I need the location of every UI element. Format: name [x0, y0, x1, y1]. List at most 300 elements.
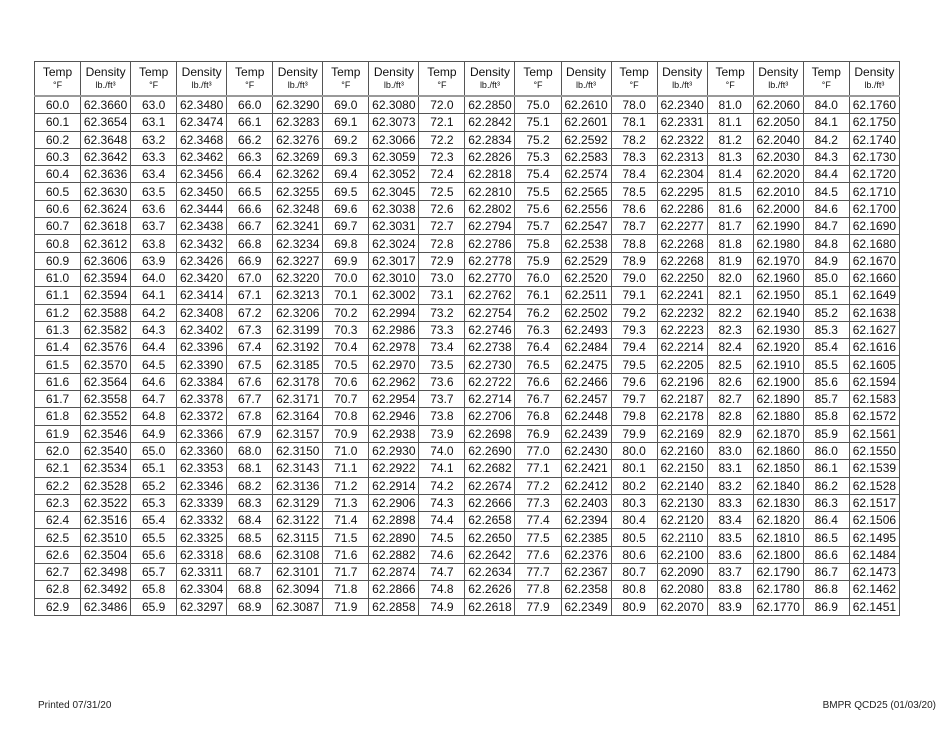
density-cell: 62.3045 — [369, 183, 419, 200]
density-cell: 62.3297 — [177, 598, 227, 615]
table-row — [35, 148, 900, 165]
temp-cell: 60.8 — [35, 235, 81, 252]
temp-cell: 83.1 — [707, 460, 753, 477]
temp-cell: 69.6 — [323, 200, 369, 217]
temp-cell: 70.0 — [323, 269, 369, 286]
temp-cell: 73.0 — [419, 269, 465, 286]
column-header-temp — [35, 62, 81, 97]
temp-cell: 72.2 — [419, 131, 465, 148]
temp-cell: 68.4 — [227, 512, 273, 529]
temp-cell: 81.1 — [707, 114, 753, 131]
temp-cell: 64.3 — [131, 321, 177, 338]
temp-cell: 64.2 — [131, 304, 177, 321]
density-cell: 62.2322 — [657, 131, 707, 148]
temp-cell: 66.3 — [227, 148, 273, 165]
density-cell: 62.2946 — [369, 408, 419, 425]
density-cell: 62.1462 — [849, 581, 899, 598]
temp-cell: 86.9 — [803, 598, 849, 615]
temp-cell: 82.8 — [707, 408, 753, 425]
density-cell: 62.2874 — [369, 564, 419, 581]
temp-cell: 70.3 — [323, 321, 369, 338]
column-header-density — [561, 62, 611, 97]
temp-cell: 71.4 — [323, 512, 369, 529]
temp-cell: 66.4 — [227, 166, 273, 183]
column-header-density — [465, 62, 515, 97]
density-cell: 62.3024 — [369, 235, 419, 252]
temp-cell: 77.9 — [515, 598, 561, 615]
density-cell: 62.2090 — [657, 564, 707, 581]
temp-cell: 78.4 — [611, 166, 657, 183]
header-label: Density — [566, 65, 607, 79]
header-unit: °F — [821, 80, 831, 90]
density-cell: 62.1830 — [753, 494, 803, 511]
table-row — [35, 512, 900, 529]
temp-cell: 72.9 — [419, 252, 465, 269]
table-row — [35, 218, 900, 235]
density-cell: 62.3304 — [177, 581, 227, 598]
temp-cell: 69.9 — [323, 252, 369, 269]
table-row — [35, 564, 900, 581]
density-cell: 62.3185 — [273, 356, 323, 373]
density-cell: 62.2690 — [465, 442, 515, 459]
temp-cell: 76.9 — [515, 425, 561, 442]
temp-cell: 81.7 — [707, 218, 753, 235]
header-label: Density — [277, 65, 318, 79]
density-cell: 62.2722 — [465, 373, 515, 390]
density-cell: 62.2439 — [561, 425, 611, 442]
temp-cell: 62.7 — [35, 564, 81, 581]
density-cell: 62.2898 — [369, 512, 419, 529]
density-cell: 62.3642 — [81, 148, 131, 165]
temp-cell: 83.0 — [707, 442, 753, 459]
density-cell: 62.2866 — [369, 581, 419, 598]
density-cell: 62.2140 — [657, 477, 707, 494]
temp-cell: 76.6 — [515, 373, 561, 390]
temp-cell: 86.6 — [803, 546, 849, 563]
temp-cell: 65.2 — [131, 477, 177, 494]
temp-cell: 61.1 — [35, 287, 81, 304]
temp-cell: 71.6 — [323, 546, 369, 563]
temp-cell: 82.9 — [707, 425, 753, 442]
temp-cell: 68.5 — [227, 529, 273, 546]
temp-cell: 85.8 — [803, 408, 849, 425]
temp-cell: 70.7 — [323, 391, 369, 408]
density-cell: 62.1850 — [753, 460, 803, 477]
temp-cell: 70.4 — [323, 339, 369, 356]
temp-cell: 61.0 — [35, 269, 81, 286]
temp-cell: 61.4 — [35, 339, 81, 356]
header-unit: lb./ft³ — [383, 80, 404, 90]
density-cell: 62.2205 — [657, 356, 707, 373]
temp-cell: 63.9 — [131, 252, 177, 269]
table-row — [35, 356, 900, 373]
temp-cell: 78.8 — [611, 235, 657, 252]
density-cell: 62.2592 — [561, 131, 611, 148]
temp-cell: 66.5 — [227, 183, 273, 200]
temp-cell: 80.1 — [611, 460, 657, 477]
density-cell: 62.3402 — [177, 321, 227, 338]
table-row — [35, 166, 900, 183]
density-cell: 62.2682 — [465, 460, 515, 477]
temp-cell: 75.6 — [515, 200, 561, 217]
density-cell: 62.2060 — [753, 96, 803, 114]
table-row — [35, 581, 900, 598]
temp-cell: 72.7 — [419, 218, 465, 235]
temp-cell: 86.0 — [803, 442, 849, 459]
temp-cell: 83.4 — [707, 512, 753, 529]
density-cell: 62.2547 — [561, 218, 611, 235]
temp-cell: 68.3 — [227, 494, 273, 511]
density-cell: 62.2412 — [561, 477, 611, 494]
temp-cell: 67.9 — [227, 425, 273, 442]
temp-cell: 82.3 — [707, 321, 753, 338]
temp-cell: 69.2 — [323, 131, 369, 148]
density-cell: 62.3059 — [369, 148, 419, 165]
density-cell: 62.3636 — [81, 166, 131, 183]
temp-cell: 67.7 — [227, 391, 273, 408]
temp-cell: 78.0 — [611, 96, 657, 114]
density-cell: 62.3150 — [273, 442, 323, 459]
temp-cell: 66.1 — [227, 114, 273, 131]
header-unit: °F — [437, 80, 447, 90]
table-row — [35, 131, 900, 148]
temp-cell: 68.1 — [227, 460, 273, 477]
density-cell: 62.3164 — [273, 408, 323, 425]
density-cell: 62.3234 — [273, 235, 323, 252]
density-cell: 62.2986 — [369, 321, 419, 338]
temp-cell: 69.7 — [323, 218, 369, 235]
density-cell: 62.3606 — [81, 252, 131, 269]
header-unit: lb./ft³ — [672, 80, 693, 90]
density-cell: 62.1970 — [753, 252, 803, 269]
density-cell: 62.1930 — [753, 321, 803, 338]
header-unit: lb./ft³ — [864, 80, 885, 90]
density-cell: 62.2110 — [657, 529, 707, 546]
temp-cell: 62.8 — [35, 581, 81, 598]
temp-cell: 72.3 — [419, 148, 465, 165]
density-cell: 62.3486 — [81, 598, 131, 615]
temp-cell: 84.5 — [803, 183, 849, 200]
temp-cell: 62.2 — [35, 477, 81, 494]
temp-cell: 80.8 — [611, 581, 657, 598]
density-cell: 62.2698 — [465, 425, 515, 442]
density-cell: 62.2214 — [657, 339, 707, 356]
density-cell: 62.2331 — [657, 114, 707, 131]
table-row — [35, 304, 900, 321]
temp-cell: 80.2 — [611, 477, 657, 494]
density-cell: 62.3227 — [273, 252, 323, 269]
temp-cell: 86.7 — [803, 564, 849, 581]
temp-cell: 79.4 — [611, 339, 657, 356]
temp-cell: 63.7 — [131, 218, 177, 235]
temp-cell: 78.6 — [611, 200, 657, 217]
density-cell: 62.2938 — [369, 425, 419, 442]
density-cell: 62.3558 — [81, 391, 131, 408]
density-cell: 62.2770 — [465, 269, 515, 286]
density-cell: 62.2268 — [657, 252, 707, 269]
temp-cell: 74.2 — [419, 477, 465, 494]
temp-cell: 84.9 — [803, 252, 849, 269]
density-cell: 62.2810 — [465, 183, 515, 200]
density-cell: 62.2010 — [753, 183, 803, 200]
density-cell: 62.3456 — [177, 166, 227, 183]
temp-cell: 62.1 — [35, 460, 81, 477]
column-header-density — [369, 62, 419, 97]
temp-cell: 77.3 — [515, 494, 561, 511]
density-cell: 62.3171 — [273, 391, 323, 408]
temp-cell: 67.2 — [227, 304, 273, 321]
density-cell: 62.3504 — [81, 546, 131, 563]
table-row — [35, 269, 900, 286]
density-cell: 62.2475 — [561, 356, 611, 373]
density-cell: 62.3269 — [273, 148, 323, 165]
header-unit: °F — [245, 80, 255, 90]
density-cell: 62.2295 — [657, 183, 707, 200]
density-cell: 62.3510 — [81, 529, 131, 546]
header-unit: lb./ft³ — [287, 80, 308, 90]
table-row — [35, 287, 900, 304]
density-cell: 62.3390 — [177, 356, 227, 373]
density-cell: 62.2187 — [657, 391, 707, 408]
density-cell: 62.2268 — [657, 235, 707, 252]
density-cell: 62.1539 — [849, 460, 899, 477]
density-cell: 62.3372 — [177, 408, 227, 425]
temp-cell: 69.1 — [323, 114, 369, 131]
temp-cell: 64.6 — [131, 373, 177, 390]
header-label: Temp — [42, 65, 73, 79]
temp-cell: 62.6 — [35, 546, 81, 563]
temp-cell: 68.7 — [227, 564, 273, 581]
temp-cell: 74.1 — [419, 460, 465, 477]
temp-cell: 86.2 — [803, 477, 849, 494]
temp-cell: 85.3 — [803, 321, 849, 338]
density-cell: 62.3648 — [81, 131, 131, 148]
header-label: Density — [662, 65, 703, 79]
temp-cell: 72.8 — [419, 235, 465, 252]
temp-cell: 68.2 — [227, 477, 273, 494]
temp-cell: 63.2 — [131, 131, 177, 148]
temp-cell: 81.3 — [707, 148, 753, 165]
temp-cell: 68.8 — [227, 581, 273, 598]
density-cell: 62.2050 — [753, 114, 803, 131]
temp-cell: 60.1 — [35, 114, 81, 131]
temp-cell: 76.3 — [515, 321, 561, 338]
table-header-row — [35, 62, 900, 97]
temp-cell: 75.0 — [515, 96, 561, 114]
density-cell: 62.2626 — [465, 581, 515, 598]
density-cell: 62.2120 — [657, 512, 707, 529]
density-cell: 62.2232 — [657, 304, 707, 321]
density-cell: 62.3290 — [273, 96, 323, 114]
temp-cell: 65.0 — [131, 442, 177, 459]
density-cell: 62.3534 — [81, 460, 131, 477]
density-cell: 62.3276 — [273, 131, 323, 148]
temp-cell: 64.8 — [131, 408, 177, 425]
density-cell: 62.2634 — [465, 564, 515, 581]
density-cell: 62.3094 — [273, 581, 323, 598]
temp-cell: 77.1 — [515, 460, 561, 477]
temp-cell: 77.6 — [515, 546, 561, 563]
density-cell: 62.1820 — [753, 512, 803, 529]
density-cell: 62.2882 — [369, 546, 419, 563]
temp-cell: 66.7 — [227, 218, 273, 235]
density-cell: 62.3396 — [177, 339, 227, 356]
temp-cell: 71.1 — [323, 460, 369, 477]
density-cell: 62.1750 — [849, 114, 899, 131]
density-cell: 62.1980 — [753, 235, 803, 252]
density-cell: 62.2786 — [465, 235, 515, 252]
column-header-density — [753, 62, 803, 97]
header-label: Density — [181, 65, 222, 79]
temp-cell: 78.7 — [611, 218, 657, 235]
density-cell: 62.3588 — [81, 304, 131, 321]
table-row — [35, 408, 900, 425]
temp-cell: 70.9 — [323, 425, 369, 442]
density-cell: 62.3432 — [177, 235, 227, 252]
density-cell: 62.2277 — [657, 218, 707, 235]
density-cell: 62.3516 — [81, 512, 131, 529]
density-cell: 62.3414 — [177, 287, 227, 304]
temp-cell: 78.5 — [611, 183, 657, 200]
density-cell: 62.2178 — [657, 408, 707, 425]
temp-cell: 79.2 — [611, 304, 657, 321]
temp-cell: 67.1 — [227, 287, 273, 304]
density-cell: 62.2754 — [465, 304, 515, 321]
temp-cell: 72.5 — [419, 183, 465, 200]
temp-cell: 77.0 — [515, 442, 561, 459]
temp-cell: 66.9 — [227, 252, 273, 269]
temp-cell: 60.2 — [35, 131, 81, 148]
temp-cell: 62.0 — [35, 442, 81, 459]
temp-cell: 60.7 — [35, 218, 81, 235]
table-row — [35, 442, 900, 459]
density-cell: 62.3594 — [81, 287, 131, 304]
temp-cell: 61.7 — [35, 391, 81, 408]
density-cell: 62.1730 — [849, 148, 899, 165]
density-cell: 62.3283 — [273, 114, 323, 131]
column-header-density — [657, 62, 707, 97]
temp-cell: 82.2 — [707, 304, 753, 321]
column-header-density — [273, 62, 323, 97]
temp-cell: 69.0 — [323, 96, 369, 114]
column-header-density — [177, 62, 227, 97]
temp-cell: 65.4 — [131, 512, 177, 529]
column-header-temp — [131, 62, 177, 97]
temp-cell: 79.7 — [611, 391, 657, 408]
header-label: Temp — [427, 65, 457, 79]
temp-cell: 71.2 — [323, 477, 369, 494]
density-cell: 62.3248 — [273, 200, 323, 217]
temp-cell: 73.5 — [419, 356, 465, 373]
temp-cell: 74.7 — [419, 564, 465, 581]
temp-cell: 80.4 — [611, 512, 657, 529]
density-cell: 62.3462 — [177, 148, 227, 165]
density-cell: 62.2762 — [465, 287, 515, 304]
density-cell: 62.3528 — [81, 477, 131, 494]
density-cell: 62.3570 — [81, 356, 131, 373]
density-cell: 62.1484 — [849, 546, 899, 563]
temp-cell: 81.4 — [707, 166, 753, 183]
density-cell: 62.3522 — [81, 494, 131, 511]
density-cell: 62.2778 — [465, 252, 515, 269]
temp-cell: 73.9 — [419, 425, 465, 442]
temp-cell: 75.5 — [515, 183, 561, 200]
temp-cell: 73.1 — [419, 287, 465, 304]
density-cell: 62.1990 — [753, 218, 803, 235]
temp-cell: 71.0 — [323, 442, 369, 459]
temp-cell: 85.6 — [803, 373, 849, 390]
temp-cell: 73.6 — [419, 373, 465, 390]
header-unit: lb./ft³ — [95, 80, 116, 90]
density-cell: 62.2448 — [561, 408, 611, 425]
density-cell: 62.2367 — [561, 564, 611, 581]
temp-cell: 64.9 — [131, 425, 177, 442]
density-cell: 62.3192 — [273, 339, 323, 356]
temp-cell: 80.7 — [611, 564, 657, 581]
table-row — [35, 598, 900, 615]
printed-date: Printed 07/31/20 — [38, 700, 112, 711]
temp-cell: 61.8 — [35, 408, 81, 425]
density-cell: 62.2574 — [561, 166, 611, 183]
temp-cell: 82.1 — [707, 287, 753, 304]
temp-cell: 62.5 — [35, 529, 81, 546]
temp-cell: 79.6 — [611, 373, 657, 390]
temp-cell: 81.8 — [707, 235, 753, 252]
temp-cell: 77.2 — [515, 477, 561, 494]
temp-cell: 65.3 — [131, 494, 177, 511]
density-cell: 62.2520 — [561, 269, 611, 286]
temp-cell: 72.6 — [419, 200, 465, 217]
temp-cell: 66.8 — [227, 235, 273, 252]
density-cell: 62.2906 — [369, 494, 419, 511]
density-cell: 62.2150 — [657, 460, 707, 477]
temp-cell: 73.2 — [419, 304, 465, 321]
header-label: Density — [85, 65, 126, 79]
temp-cell: 70.1 — [323, 287, 369, 304]
density-cell: 62.1770 — [753, 598, 803, 615]
temp-cell: 67.3 — [227, 321, 273, 338]
table-row — [35, 96, 900, 114]
density-cell: 62.2978 — [369, 339, 419, 356]
density-cell: 62.1900 — [753, 373, 803, 390]
temp-cell: 64.1 — [131, 287, 177, 304]
temp-cell: 69.4 — [323, 166, 369, 183]
temp-cell: 75.1 — [515, 114, 561, 131]
density-cell: 62.2858 — [369, 598, 419, 615]
temp-cell: 60.4 — [35, 166, 81, 183]
header-label: Temp — [715, 65, 745, 79]
temp-cell: 85.9 — [803, 425, 849, 442]
density-cell: 62.2834 — [465, 131, 515, 148]
density-cell: 62.2313 — [657, 148, 707, 165]
temp-cell: 66.0 — [227, 96, 273, 114]
table-row — [35, 200, 900, 217]
density-cell: 62.2914 — [369, 477, 419, 494]
density-cell: 62.2529 — [561, 252, 611, 269]
temp-cell: 81.9 — [707, 252, 753, 269]
temp-cell: 82.7 — [707, 391, 753, 408]
header-label: Density — [854, 65, 895, 79]
temp-cell: 81.2 — [707, 131, 753, 148]
temp-cell: 82.5 — [707, 356, 753, 373]
temp-cell: 74.9 — [419, 598, 465, 615]
density-cell: 62.3115 — [273, 529, 323, 546]
header-unit: °F — [725, 80, 735, 90]
density-cell: 62.3474 — [177, 114, 227, 131]
density-cell: 62.2730 — [465, 356, 515, 373]
temp-cell: 69.5 — [323, 183, 369, 200]
density-cell: 62.2358 — [561, 581, 611, 598]
